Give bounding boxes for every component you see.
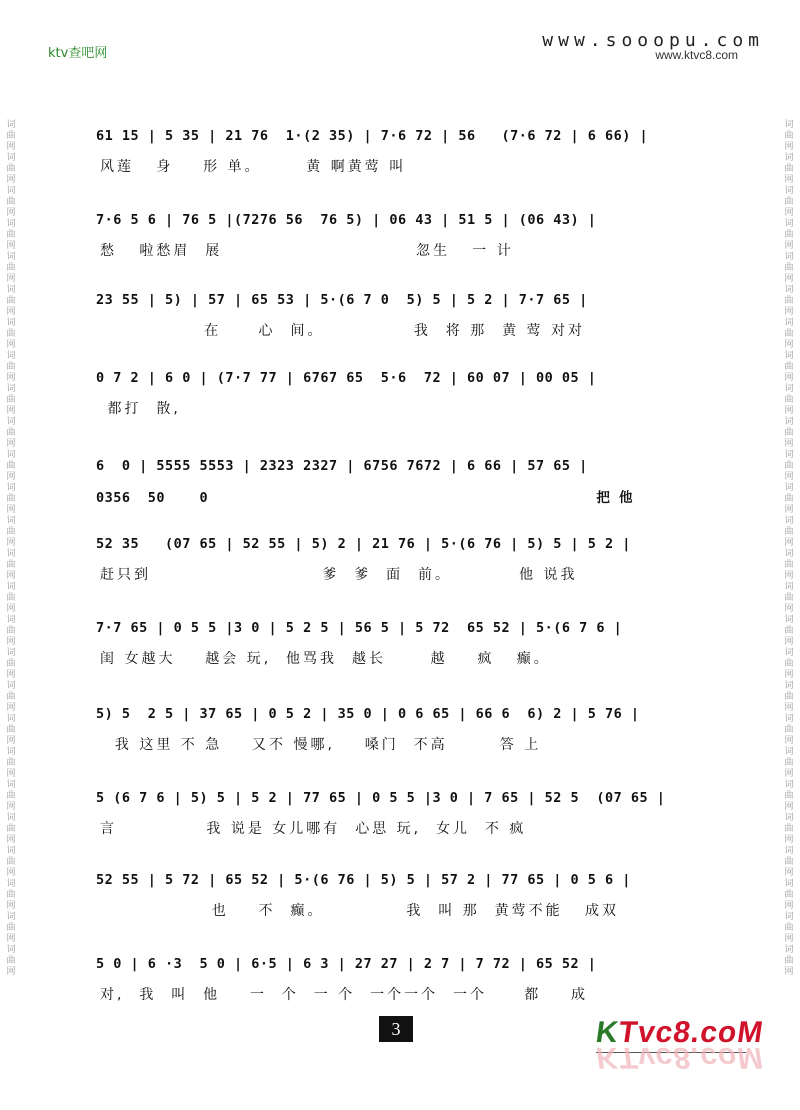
notation-line: 5 (6 7 6 | 5) 5 | 5 2 | 77 65 | 0 5 5 |3 0 | 7 65 | 52 5 (07 65 | [96, 790, 666, 806]
left-watermark-text: 词曲网词曲网词曲网词曲网词曲网词曲网词曲网词曲网词曲网词曲网词曲网词曲网词曲网词曲网词曲网词曲网词曲网词曲网词曲网词曲网词曲网词曲网词曲网词曲网词曲网词曲网 [6, 120, 16, 977]
notation-line: 7·6 5 6 | 76 5 |(7276 56 76 5) | 06 43 | 51 5 | (06 43) | [96, 212, 597, 228]
left-watermark-strip [4, 0, 18, 1110]
score-system [96, 292, 706, 362]
lyric-line: 愁 啦愁眉 展 忽生 一 计 [100, 243, 514, 259]
notation-line: 23 55 | 5) | 57 | 65 53 | 5·(6 7 0 5) 5 | 5 2 | 7·7 65 | [96, 292, 588, 308]
lyric-line: 我 这里 不 急 又不 慢哪, 嗓门 不高 答 上 [100, 737, 542, 753]
notation-line: 0 7 2 | 6 0 | (7·7 77 | 6767 65 5·6 72 | 60 07 | 00 05 | [96, 370, 597, 386]
notation-line: 6 0 | 5555 5553 | 2323 2327 | 6756 7672 | 6 66 | 57 65 | [96, 458, 588, 474]
site-url-main[interactable]: www.sooopu.com [542, 30, 764, 51]
score-system [96, 212, 706, 282]
lyric-line: 都打 散, [100, 401, 181, 417]
notation-line: 52 35 (07 65 | 52 55 | 5) 2 | 21 76 | 5·(6 76 | 5) 5 | 5 2 | [96, 536, 631, 552]
score-system [96, 706, 706, 776]
score-system [96, 370, 706, 440]
lyric-line: 对, 我 叫 他 一 个 一 个 一个一个 一个 都 成 [100, 987, 589, 1003]
ktvc8-logo [593, 1016, 766, 1076]
notation-line: 61 15 | 5 35 | 21 76 1·(2 35) | 7·6 72 | 56 (7·6 72 | 6 66) | [96, 128, 649, 144]
score-system [96, 458, 706, 528]
score-system [96, 790, 706, 860]
notation-line: 7·7 65 | 0 5 5 |3 0 | 5 2 5 | 56 5 | 5 72 65 52 | 5·(6 7 6 | [96, 620, 623, 636]
score-system [96, 872, 706, 942]
page-number: 3 [379, 1016, 413, 1042]
lyric-line: 也 不 癫。 我 叫 那 黄莺不能 成双 [100, 903, 620, 919]
notation-line: 5) 5 2 5 | 37 65 | 0 5 2 | 35 0 | 0 6 65 | 66 6 6) 2 | 5 76 | [96, 706, 640, 722]
lyric-line: 赶只到 爹 爹 面 前。 他 说我 [100, 567, 578, 583]
logo-reflection: KTvc8.coM [593, 1041, 766, 1074]
score-system [96, 620, 706, 690]
notation-line: 52 55 | 5 72 | 65 52 | 5·(6 76 | 5) 5 | 57 2 | 77 65 | 0 5 6 | [96, 872, 631, 888]
score-system [96, 128, 706, 198]
score-system [96, 536, 706, 606]
notation-line: 5 0 | 6 ·3 5 0 | 6·5 | 6 3 | 27 27 | 2 7 | 7 72 | 65 52 | [96, 956, 597, 972]
lyric-line: 言 我 说是 女儿哪有 心思 玩, 女儿 不 疯 [100, 821, 527, 837]
site-url-sub[interactable]: www.ktvc8.com [655, 48, 738, 62]
brand-link[interactable]: ktv查吧网 [48, 46, 108, 61]
logo-text: KTvc8.coM [593, 1016, 766, 1049]
lyric-line: 在 心 间。 我 将 那 黄 莺 对对 [100, 323, 586, 339]
lyric-line: 闺 女越大 越会 玩, 他骂我 越长 越 疯 癫。 [100, 651, 551, 667]
lyric-line: 风莲 身 形 单。 黄 啊黄莺 叫 [100, 159, 407, 175]
notation-line-lower: 0356 50 0 把 他 [96, 490, 634, 506]
right-watermark-strip [782, 0, 796, 1110]
right-watermark-text: 词曲网词曲网词曲网词曲网词曲网词曲网词曲网词曲网词曲网词曲网词曲网词曲网词曲网词曲网词曲网词曲网词曲网词曲网词曲网词曲网词曲网词曲网词曲网词曲网词曲网词曲网 [784, 120, 794, 977]
